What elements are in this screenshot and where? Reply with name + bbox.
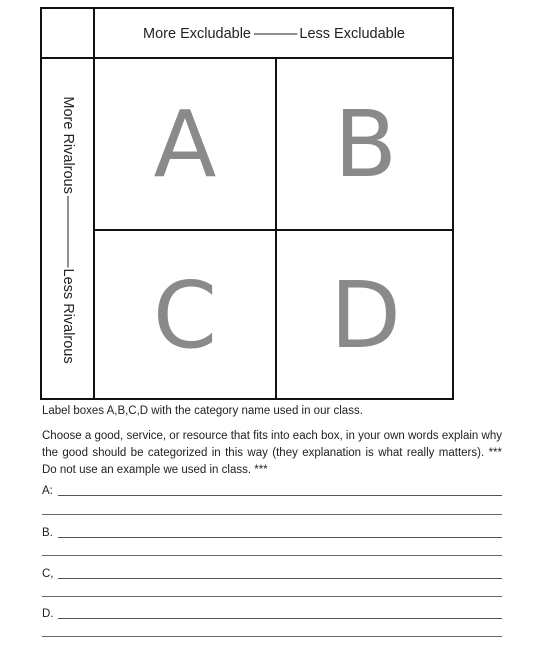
axis-label-more-rivalrous: More Rivalrous	[60, 96, 76, 194]
cell-c: C	[152, 262, 218, 369]
answer-row-b[interactable]	[42, 525, 502, 539]
answer-label-d: D.	[42, 608, 54, 620]
answer-line-a[interactable]	[58, 495, 502, 496]
answer-rule-b[interactable]	[42, 555, 502, 556]
axis-label-more-excludable: More Excludable	[143, 25, 251, 42]
cell-b: B	[333, 90, 398, 198]
answer-label-c: C,	[42, 568, 54, 580]
axis-dashes-vertical: ––––––––––	[60, 195, 76, 267]
axis-label-less-rivalrous: Less Rivalrous	[60, 268, 76, 364]
instruction-label-boxes: Label boxes A,B,C,D with the category name used in our class.	[42, 405, 363, 417]
rivalry-axis	[42, 60, 94, 398]
answer-row-d[interactable]	[42, 606, 502, 620]
excludability-axis	[96, 9, 452, 58]
answer-label-b: B.	[42, 527, 53, 539]
instruction-paragraph: Choose a good, service, or resource that fits into each box, in your own words explain why the good should be categorized in this way (they explanation is what really matters). *** Do not use an example we used in class. ***	[42, 430, 502, 476]
answer-line-b[interactable]	[58, 537, 502, 538]
answer-line-c[interactable]	[58, 578, 502, 579]
axis-dashes: ––––––	[254, 25, 297, 42]
answer-line-d[interactable]	[58, 618, 502, 619]
classification-grid	[40, 7, 454, 400]
answer-rule-d[interactable]	[42, 636, 502, 637]
cell-a: A	[153, 90, 217, 198]
answer-rule-a[interactable]	[42, 514, 502, 515]
answer-rule-c[interactable]	[42, 596, 502, 597]
axis-label-less-excludable: Less Excludable	[299, 25, 405, 42]
corner-cell	[42, 9, 94, 58]
answer-label-a: A:	[42, 485, 53, 497]
answer-row-c[interactable]	[42, 566, 502, 580]
answer-row-a[interactable]	[42, 483, 502, 497]
cell-d: D	[330, 262, 401, 369]
